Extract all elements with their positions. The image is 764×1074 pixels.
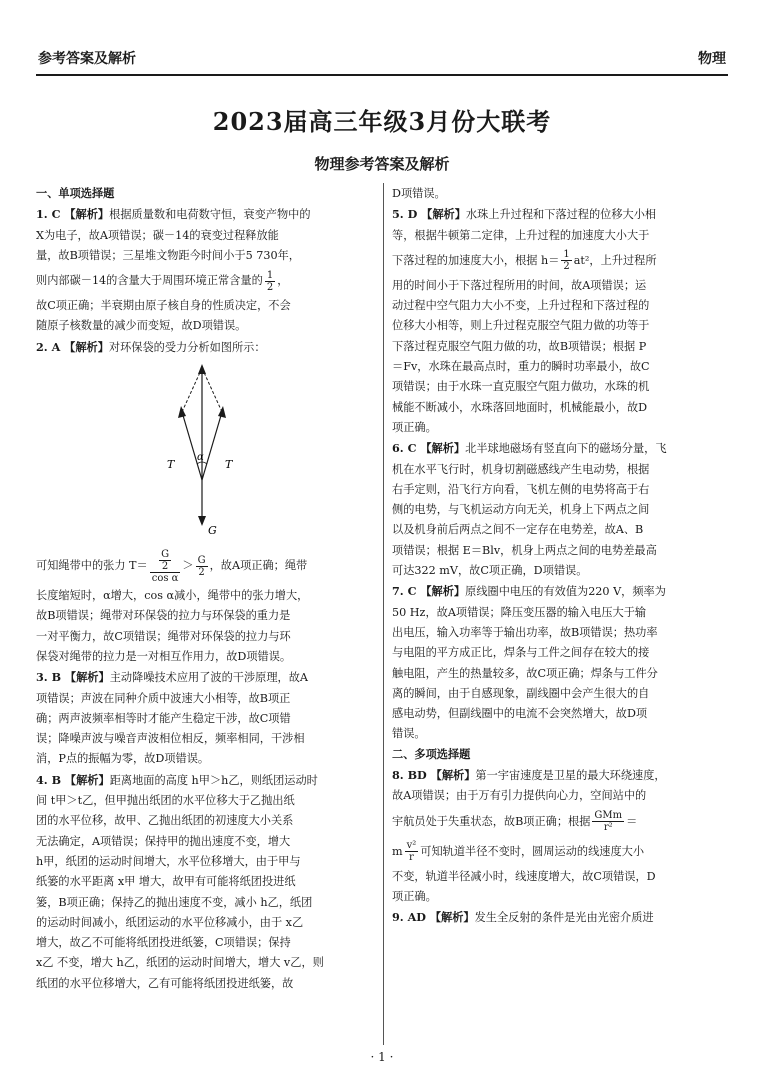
q2-text: 对环保袋的受力分析如图所示： <box>108 340 266 354</box>
q2-text: ＞ <box>182 558 194 572</box>
q5-line: 项错误；由于水珠一直克服空气阻力做功，水珠的机 <box>392 380 650 394</box>
fraction-numerator: v² <box>406 840 417 852</box>
label-g: G <box>208 524 217 538</box>
fraction <box>265 270 275 293</box>
section-multi-choice: 二、多项选择题 <box>392 747 471 761</box>
q4-line: 增大，故乙不可能将纸团投进纸篓，C项错误；保持 <box>36 936 291 950</box>
q8-text: 宇航员处于失重状态，故B项正确；根据 <box>392 814 591 828</box>
q7-line <box>392 581 729 602</box>
q6-line: 机在水平飞行时，机身切割磁感线产生电动势，根据 <box>392 462 650 476</box>
q5-text: 水珠上升过程和下落过程的位移大小相 <box>465 208 657 222</box>
q4-line: 的运动时间减小，纸团运动的水平位移减小，由于 x乙 <box>36 915 304 929</box>
section-single-choice: 一、单项选择题 <box>36 187 115 200</box>
q8-line <box>392 765 729 786</box>
question-8 <box>392 765 729 907</box>
fraction-numerator: G <box>161 548 170 560</box>
fraction-numerator <box>150 549 181 573</box>
q5-line <box>392 204 729 225</box>
fraction-numerator: GMm <box>594 810 623 822</box>
fraction-denominator: 2 <box>198 566 205 578</box>
q9-text: 发生全反射的条件是光由光密介质进 <box>474 911 654 925</box>
q3-line: 消，P点的振幅为零，故D项错误。 <box>36 752 210 766</box>
q5-line: 位移大小相等，则上升过程克服空气阻力做的功等于 <box>392 319 650 333</box>
page-number: · 1 · <box>370 1050 394 1064</box>
q6-line <box>392 438 729 459</box>
page-title: 2023届高三年级3月份大联考 <box>212 107 552 136</box>
q4-tag: 4. B 【解析】 <box>36 772 110 787</box>
left-column <box>36 184 376 994</box>
dashed-left <box>182 368 202 412</box>
q8-text: 可知轨道半径不变时，圆周运动的线速度大小 <box>420 844 645 858</box>
q2-line: 一对平衡力，故C项错误；绳带对环保袋的拉力与环 <box>36 629 291 643</box>
q1-line: 量，故B项错误；三星堆文物距今时间小于5 730年， <box>36 248 300 262</box>
q6-line: 以及机身前后两点之间不一定存在电势差，故A、B <box>392 523 644 537</box>
fraction <box>405 840 419 863</box>
fraction <box>196 555 208 578</box>
q9-tag: 9. AD 【解析】 <box>392 910 475 925</box>
q8-line: 故A项错误；由于万有引力提供向心力，空间站中的 <box>392 789 647 803</box>
label-t-right: T <box>225 458 233 472</box>
q1-line: X为电子，故A项错误；碳－14的衰变过程释放能 <box>36 228 279 242</box>
q8-line: 项正确。 <box>392 889 437 903</box>
q7-line: 感电动势，但副线圈中的电流不会突然增大，故D项 <box>392 707 648 721</box>
q4-line: 间 t甲＞t乙，但甲抛出纸团的水平位移大于乙抛出纸 <box>36 794 295 808</box>
q4-line: 无法确定，A项错误；保持甲的抛出速度不变，增大 <box>36 834 291 848</box>
q6-text: 北半球地磁场有竖直向下的磁场分量，飞 <box>465 442 667 456</box>
header-left: 参考答案及解析 <box>38 51 136 67</box>
q4-line: h甲，纸团的运动时间增大，水平位移增大，由于甲与 <box>36 854 301 868</box>
force-diagram-svg <box>156 362 246 542</box>
q3-line: 项错误；声波在同种介质中波速大小相等，故B项正 <box>36 691 291 705</box>
q9-line <box>392 907 729 928</box>
q8-text: 第一宇宙速度是卫星的最大环绕速度， <box>475 769 666 783</box>
question-2 <box>36 337 376 667</box>
q2-formula-line <box>36 546 376 586</box>
force-diagram <box>36 358 376 546</box>
q7-line: 错误。 <box>392 727 426 741</box>
q5-text: 下落过程的加速度大小，根据 h＝ <box>392 253 560 267</box>
q2-tag: 2. A 【解析】 <box>36 339 109 354</box>
tension-left-line <box>182 412 202 480</box>
q5-line: 械能不断减小，水珠落回地面时，机械能最小，故D <box>392 400 648 414</box>
q1-line <box>36 204 376 225</box>
question-4 <box>36 770 376 994</box>
fraction-denominator: 2 <box>161 560 169 572</box>
q4-line <box>36 770 376 791</box>
q5-line: 项正确。 <box>392 420 437 434</box>
q1-line: 随原子核数量的减少而变短，故D项错误。 <box>36 319 247 333</box>
q7-line: 离的瞬间，由于自感现象，副线圈中会产生很大的自 <box>392 686 650 700</box>
fraction-denominator: 2 <box>563 261 570 273</box>
q6-line: 侧的电势，与飞机运动方向无关，机身上下两点之间 <box>392 503 650 517</box>
fraction <box>592 810 624 833</box>
q8-line: 不变，轨道半径减小时，线速度增大，故C项错误，D <box>392 869 656 883</box>
q3-text: 主动降噪技术应用了波的干涉原理，故A <box>109 671 308 685</box>
q1-text: 根据质量数和电荷数守恒，衰变产物中的 <box>109 208 311 222</box>
q7-line: 触电阻，产生的热量较多，故C项正确；焊条与工件分 <box>392 666 658 680</box>
q5-tag: 5. D 【解析】 <box>392 207 466 222</box>
fraction <box>561 249 571 272</box>
header-right: 物理 <box>698 51 726 67</box>
q6-line: 项错误；根据 E＝Blv，机身上两点之间的电势差最高 <box>392 543 657 557</box>
question-9 <box>392 907 729 928</box>
fraction-numerator: 1 <box>266 269 274 281</box>
q3-tag: 3. B 【解析】 <box>36 670 110 685</box>
q2-text: ，故A项正确；绳带 <box>209 558 308 572</box>
question-5 <box>392 204 729 438</box>
q7-text: 原线圈中电压的有效值为220 V，频率为 <box>465 585 666 599</box>
fraction <box>159 549 171 572</box>
q5-line <box>392 246 729 276</box>
fraction-numerator: G <box>197 554 206 566</box>
q2-line <box>36 337 376 358</box>
q8-line <box>392 837 729 867</box>
q3-line <box>36 667 376 688</box>
column-divider <box>383 183 384 1045</box>
question-6 <box>392 438 729 581</box>
q1-line <box>36 266 376 296</box>
q4-continuation: D项错误。 <box>392 187 446 200</box>
q1-text: ， <box>277 274 289 288</box>
label-alpha: α <box>197 452 204 464</box>
q4-line: 纸团的水平位移增大，乙有可能将纸团投进纸篓，故 <box>36 976 294 990</box>
question-7 <box>392 581 729 744</box>
right-column <box>392 184 729 929</box>
dashed-right <box>202 368 222 412</box>
q3-line: 误；降噪声波与噪音声波相位相反，频率相同，干涉相 <box>36 732 305 746</box>
gravity-arrowhead <box>198 516 206 526</box>
q8-line <box>392 807 729 837</box>
q8-text: m <box>392 844 403 858</box>
q2-line: 保袋对绳带的拉力是一对相互作用力，故D项错误。 <box>36 649 292 663</box>
label-t-left: T <box>167 458 175 472</box>
q7-line: 与电阻的平方成正比，焊条与工件之间存在较大的接 <box>392 646 650 660</box>
q2-text: 可知绳带中的张力 T＝ <box>36 558 148 572</box>
q5-line: ＝Fv，水珠在最高点时，重力的瞬时功率最小，故C <box>392 360 650 374</box>
q5-text: at²，上升过程所 <box>573 253 657 267</box>
page-header <box>36 44 728 76</box>
q4-line: x乙 不变，增大 h乙，纸团的运动时间增大，增大 v乙，则 <box>36 956 324 970</box>
q1-line: 故C项正确；半衰期由原子核自身的性质决定，不会 <box>36 299 291 313</box>
q6-line: 可达322 mV，故C项正确，D项错误。 <box>392 564 588 578</box>
resultant-arrowhead <box>198 364 206 374</box>
q5-line: 下落过程克服空气阻力做的功，故B项错误；根据 P <box>392 339 647 353</box>
fraction-denominator: r² <box>603 822 613 834</box>
q4-line: 纸篓的水平距离 x甲 增大，故甲有可能将纸团投进纸 <box>36 875 296 889</box>
q8-tag: 8. BD 【解析】 <box>392 768 476 783</box>
q7-line: 50 Hz，故A项错误；降压变压器的输入电压大于输 <box>392 605 647 619</box>
q7-tag: 7. C 【解析】 <box>392 584 466 599</box>
q8-text: ＝ <box>626 814 638 828</box>
question-1 <box>36 204 376 336</box>
q1-text: 则内部碳－14的含量大于周围环境正常含量的 <box>36 274 263 288</box>
q5-line: 动过程中空气阻力大小不变，上升过程和下落过程的 <box>392 299 650 313</box>
fraction-numerator: 1 <box>563 249 570 261</box>
question-3 <box>36 667 376 769</box>
page-subtitle: 物理参考答案及解析 <box>314 155 450 173</box>
q5-line: 等，根据牛顿第二定律，上升过程的加速度大小大于 <box>392 228 650 242</box>
fraction <box>150 549 181 584</box>
fraction-denominator: 2 <box>266 281 274 293</box>
q1-tag: 1. C 【解析】 <box>36 207 110 222</box>
tension-right-line <box>202 412 222 480</box>
q2-line: 故B项错误；绳带对环保袋的拉力与环保袋的重力是 <box>36 609 291 623</box>
fraction-denominator: r <box>409 852 414 864</box>
q5-line: 用的时间小于下落过程所用的时间，故A项错误；运 <box>392 278 647 292</box>
fraction-denominator: cos α <box>151 572 179 584</box>
q6-tag: 6. C 【解析】 <box>392 441 466 456</box>
q6-line: 右手定则，沿飞行方向看，飞机左侧的电势将高于右 <box>392 482 650 496</box>
q4-line: 篓，B项正确；保持乙的抛出速度不变，减小 h乙，纸团 <box>36 895 313 909</box>
q7-line: 出电压，输入功率等于输出功率，故B项错误；热功率 <box>392 625 658 639</box>
q2-line: 长度缩短时，α增大，cos α减小，绳带中的张力增大， <box>36 589 309 603</box>
q4-text: 距离地面的高度 h甲＞h乙，则纸团运动时 <box>109 773 318 787</box>
q3-line: 确；两声波频率相等时才能产生稳定干涉，故C项错 <box>36 711 291 725</box>
q4-line: 团的水平位移，故甲、乙抛出纸团的初速度大小关系 <box>36 814 294 828</box>
